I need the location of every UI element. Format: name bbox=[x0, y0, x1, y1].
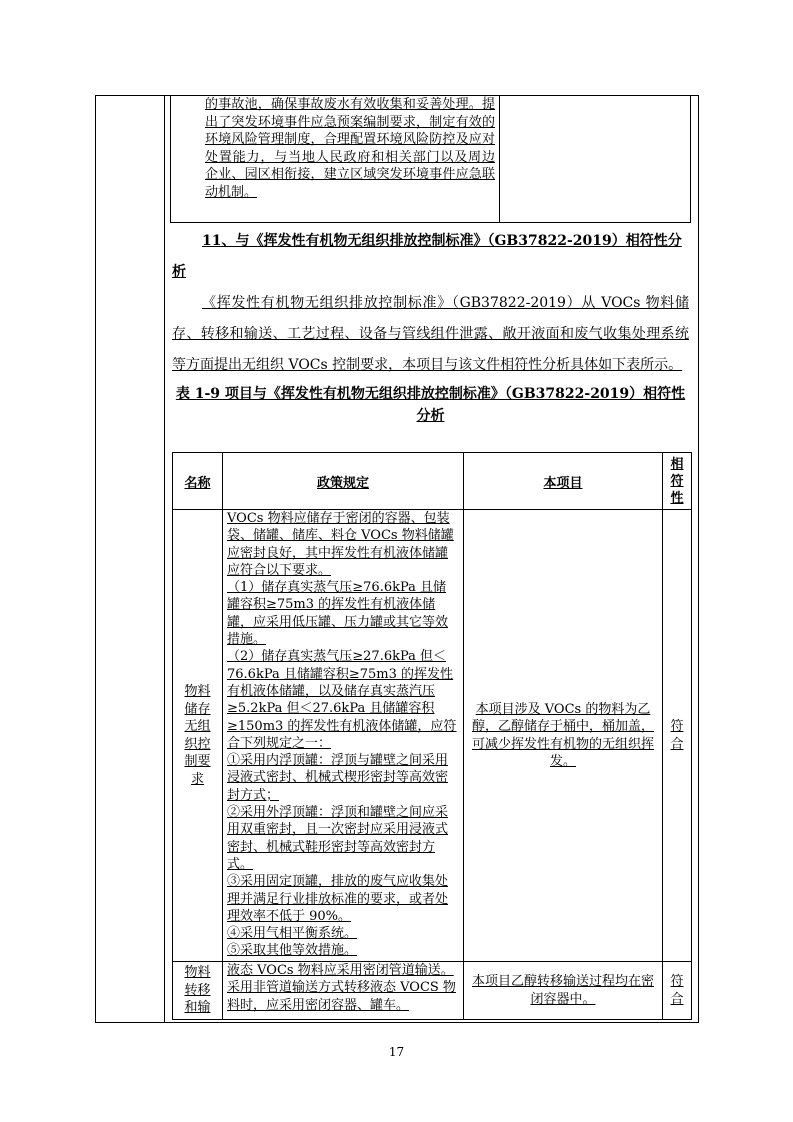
header-project: 本项目 bbox=[464, 453, 663, 510]
policy-line: ②采用外浮顶罐：浮顶和罐壁之间应采用双重密封，且一次密封应采用浸液式密封、机械式鞋形密封等高效密封方式。 bbox=[227, 805, 449, 872]
row-name: 物料转移和输 bbox=[173, 962, 223, 1020]
row-policy bbox=[223, 962, 464, 1020]
policy-line: ①采用内浮顶罐：浮顶与罐壁之间采用浸液式密封、机械式楔形密封等高效密封方式； bbox=[227, 753, 449, 803]
table-header-row bbox=[173, 453, 692, 510]
table-caption: 表 1-9 项目与《挥发性有机物无组织排放控制标准》（GB37822-2019）相符性分析 bbox=[175, 386, 686, 424]
section-heading: 11、与《挥发性有机物无组织排放控制标准》（GB37822-2019）相符性分析 bbox=[172, 233, 682, 280]
row-project: 本项目乙醇转移输送过程均在密闭容器中。 bbox=[464, 962, 663, 1020]
header-policy: 政策规定 bbox=[223, 453, 464, 510]
policy-line: （2）储存真实蒸气压≥27.6kPa 但＜76.6kPa 且储罐容积≥75m3 的挥发性有机液体储罐，以及储存真实蒸汽压≥5.2kPa 但＜27.6kPa 且储罐容积≥150m3 的挥发性有机液体储罐，应符合下列规定之一： bbox=[227, 649, 457, 751]
continued-table-cell bbox=[171, 96, 500, 223]
row-project: 本项目涉及 VOCs 的物料为乙醇，乙醇储存于桶中，桶加盖，可减少挥发性有机物的无组织挥发。 bbox=[464, 510, 663, 962]
header-name: 名称 bbox=[173, 453, 223, 510]
frame-divider bbox=[164, 96, 165, 1022]
policy-line: 液态 VOCs 物料应采用密闭管道输送。采用非管道输送方式转移液态 VOCS 物料时，应采用密闭容器、罐车。 bbox=[227, 963, 456, 1013]
row-conformity: 符合 bbox=[663, 510, 692, 962]
header-conformity: 相符性 bbox=[663, 453, 692, 510]
row-conformity: 符合 bbox=[663, 962, 692, 1020]
policy-line: VOCs 物料应储存于密闭的容器、包装袋、储罐、储库、料仓 VOCs 物料储罐应密封良好，其中挥发性有机液体储罐应符合以下要求。 bbox=[227, 511, 454, 578]
section-paragraph: 《挥发性有机物无组织排放控制标准》（GB37822-2019）从 VOCs 物料储存、转移和输送、工艺过程、设备与管线组件泄露、敞开液面和废气收集处理系统等方面提出无组织 VOCs 控制要求，本项目与该文件相符性分析具体如下表所示。 bbox=[172, 295, 689, 373]
continued-text: 的事故池，确保事故废水有效收集和妥善处理。提出了突发环境事件应急预案编制要求，制定有效的环境风险管理制度，合理配置环境风险防控及应对处置能力，与当地人民政府和相关部门以及周边 企业、园区相衔接，建立区域突发环境事件应急联动机制。 bbox=[205, 97, 495, 200]
continued-table-empty-cell bbox=[500, 96, 691, 223]
page-number: 17 bbox=[388, 1045, 405, 1059]
policy-line: ④采用气相平衡系统。 bbox=[227, 926, 358, 942]
policy-line: ③采用固定顶罐，排放的废气应收集处理并满足行业排放标准的要求，或者处理效率不低于 90%。 bbox=[227, 874, 449, 924]
policy-line: ⑤采取其他等效措施。 bbox=[227, 943, 358, 959]
table-row bbox=[173, 510, 692, 962]
row-policy bbox=[223, 510, 464, 962]
row-name: 物料储存无组织控制要求 bbox=[173, 510, 223, 962]
conformity-table bbox=[172, 452, 692, 1020]
section-content bbox=[172, 226, 689, 427]
continued-table bbox=[170, 95, 691, 223]
table-row bbox=[173, 962, 692, 1020]
policy-line: （1）储存真实蒸气压≥76.6kPa 且储罐容积≥75m3 的挥发性有机液体储罐，应采用低压罐、压力罐或其它等效措施。 bbox=[227, 580, 449, 648]
